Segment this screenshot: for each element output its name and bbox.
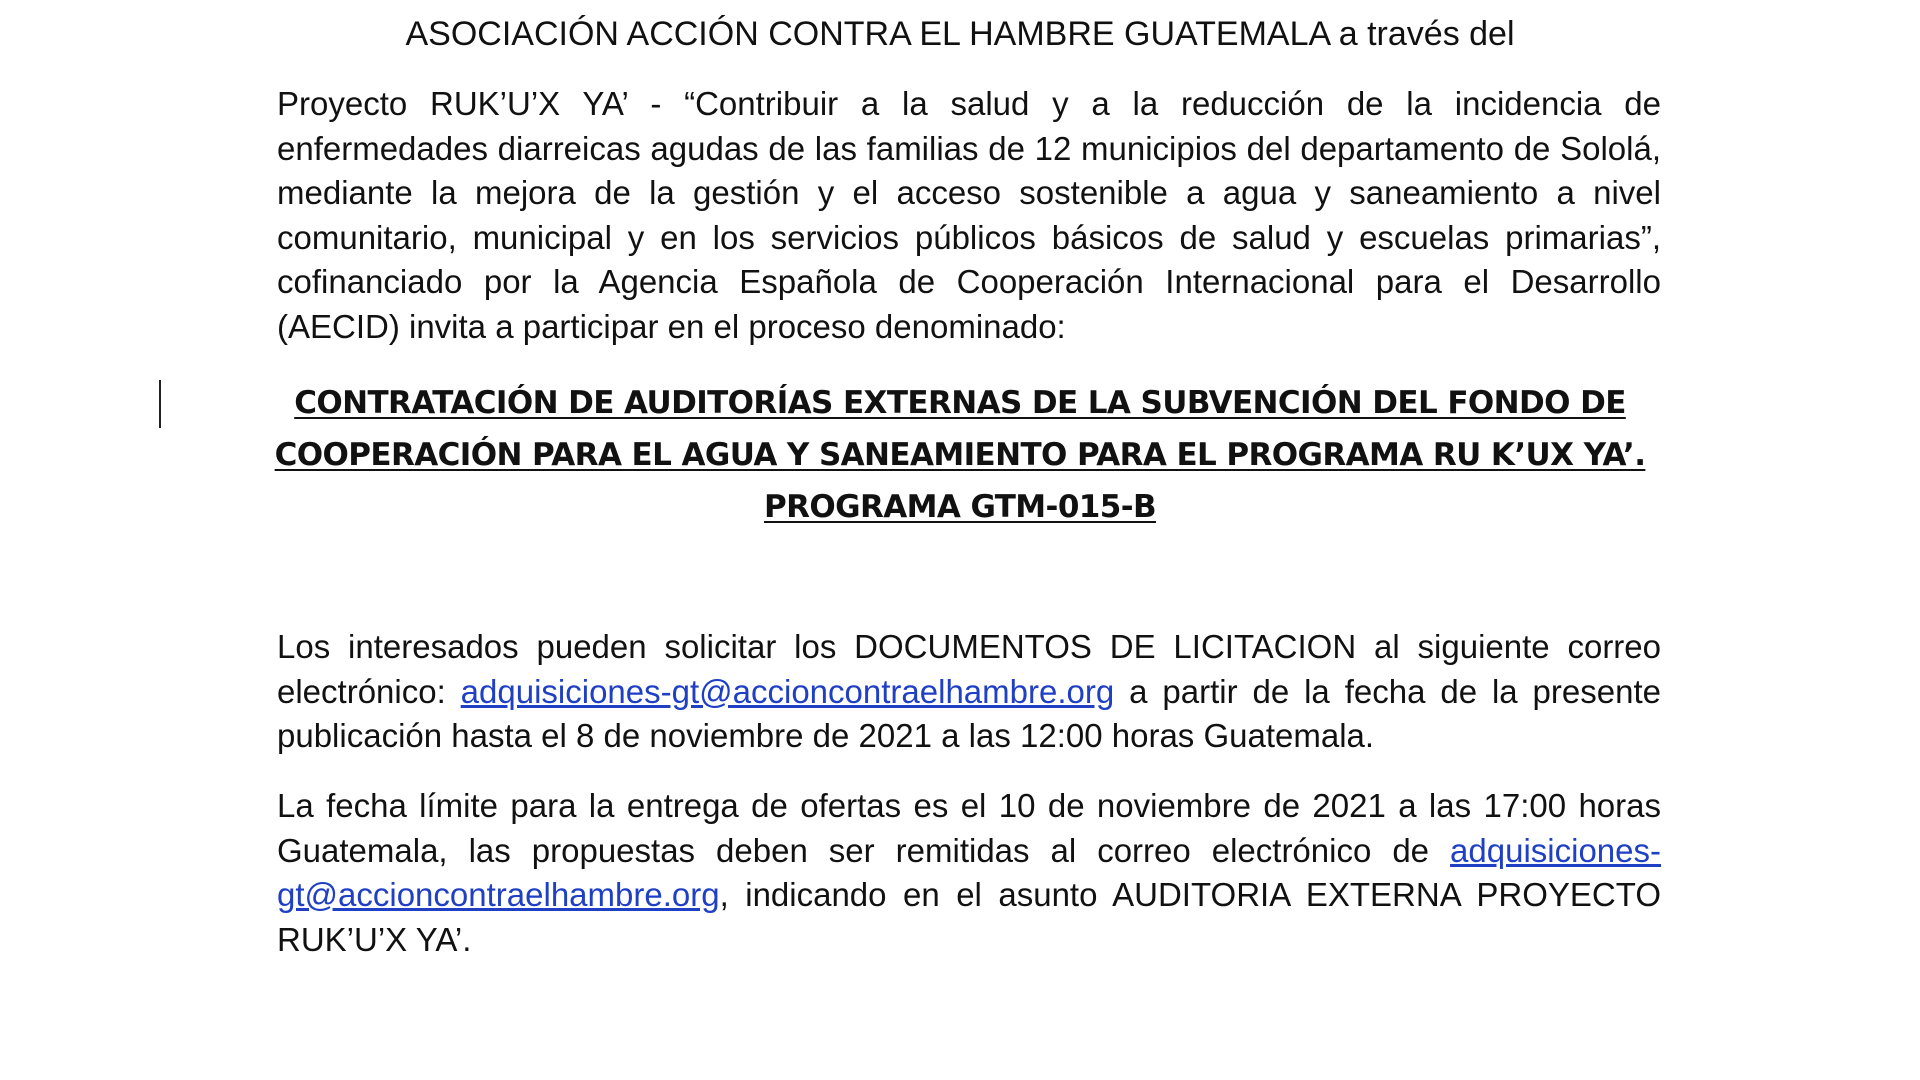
request-text-before: Los interesados pueden solicitar los DOCUMENTOS DE LICITACION al siguiente correo electrónico: <box>277 628 1661 710</box>
intro-paragraph: Proyecto RUK’U’X YA’ - “Contribuir a la salud y a la reducción de la incidencia de enfermedades diarreicas agudas de las familias de 12 municipios del departamento de Sololá, mediante la mejora de la gestión y el acceso sostenible a agua y saneamiento a nivel comunitario, municipal y en los servicios públicos básicos de salud y escuelas primarias”, cofinanciado por la Agencia Española de Cooperación Internacional para el Desarrollo (AECID) invita a participar en el proceso denominado: <box>277 85 1661 345</box>
request-text-after: a partir de la fecha de la presente publicación hasta el 8 de noviembre de 2021 a las 12:00 horas Guatemala. <box>277 672 1661 754</box>
process-title-line-3: PROGRAMA GTM-015-B <box>763 489 1157 525</box>
request-email-link[interactable]: adquisiciones-gt@accioncontraelhambre.org <box>460 672 1115 710</box>
request-documents-paragraph <box>277 625 1661 759</box>
deadline-text-before: La fecha límite para la entrega de ofertas es el 10 de noviembre de 2021 a las 17:00 horas Guatemala, las propuestas deben ser remitidas al correo electrónico de <box>277 787 1661 869</box>
deadline-text-after: , indicando en el asunto AUDITORIA EXTERNA PROYECTO RUK’U’X YA’. <box>277 876 1661 958</box>
process-title <box>0 377 1920 533</box>
process-title-line-2: COOPERACIÓN PARA EL AGUA Y SANEAMIENTO PARA EL PROGRAMA RU K’UX YA’. <box>274 437 1646 473</box>
process-title-line-1: CONTRATACIÓN DE AUDITORÍAS EXTERNAS DE LA SUBVENCIÓN DEL FONDO DE <box>294 385 1626 421</box>
organization-header: ASOCIACIÓN ACCIÓN CONTRA EL HAMBRE GUATEMALA a través del <box>405 15 1515 53</box>
deadline-paragraph <box>277 784 1661 962</box>
deadline-email-link[interactable]: adquisiciones-gt@accioncontraelhambre.org <box>277 831 1661 913</box>
